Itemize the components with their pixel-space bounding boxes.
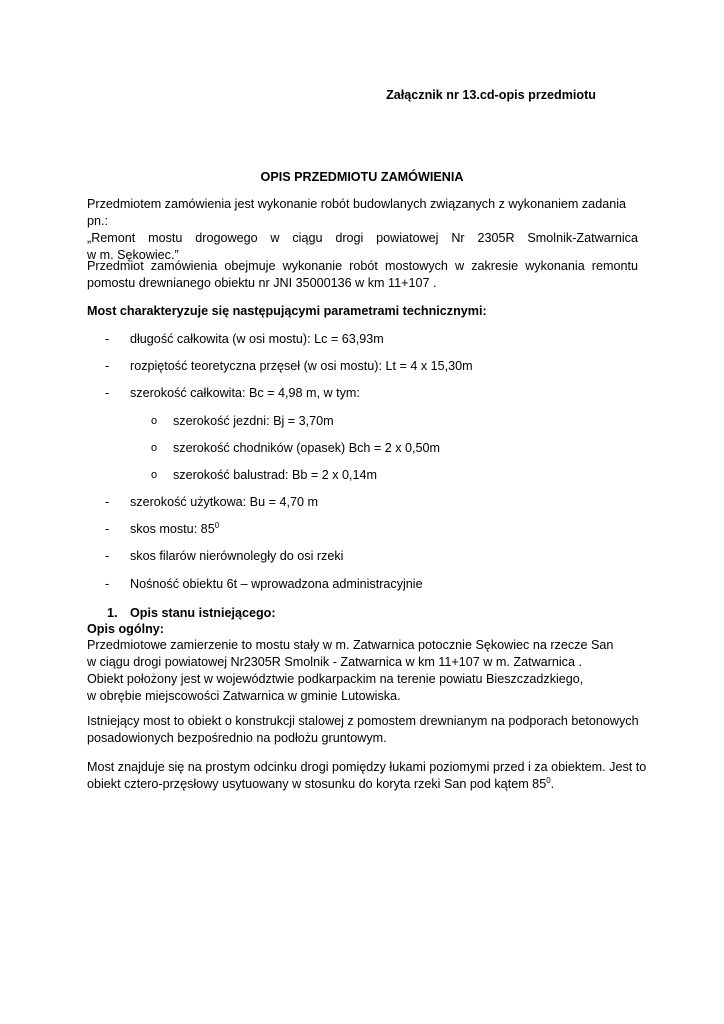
paragraph-line: Istniejący most to obiekt o konstrukcji stalowej z pomostem drewnianym na podporach betonowych <box>87 714 639 728</box>
sub-list-item <box>0 440 724 457</box>
list-item <box>0 331 724 348</box>
intro-line: „Remont mostu drogowego w ciągu drogi powiatowej Nr 2305R Smolnik-Zatwarnica <box>87 231 638 245</box>
dash-bullet: - <box>105 522 110 536</box>
list-item <box>0 385 724 402</box>
list-item <box>0 576 724 593</box>
list-item <box>0 358 724 375</box>
description-line: Obiekt położony jest w województwie podkarpackim na terenie powiatu Bieszczadzkiego, <box>87 672 584 686</box>
section-title: Opis stanu istniejącego: <box>130 606 276 620</box>
list-item-text: Nośność obiektu 6t – wprowadzona administracyjnie <box>130 577 423 591</box>
sub-list-item <box>0 413 724 430</box>
list-item-text: rozpiętość teoretyczna przęseł (w osi mostu): Lt = 4 x 15,30m <box>130 359 473 373</box>
sub-list-item-text: szerokość jezdni: Bj = 3,70m <box>173 414 334 428</box>
intro-paragraph <box>87 196 638 264</box>
dash-bullet: - <box>105 495 110 509</box>
subsection-heading: Opis ogólny: <box>87 622 164 636</box>
parameters-heading: Most charakteryzuje się następującymi parametrami technicznymi: <box>87 304 487 318</box>
location-end: . <box>550 777 555 791</box>
scope-line: Przedmiot zamówienia obejmuje wykonanie robót mostowych w zakresie wykonania remontu <box>87 259 638 273</box>
degree-mark: 0 <box>214 520 220 530</box>
scope-paragraph <box>87 258 638 292</box>
list-item-text <box>130 521 219 538</box>
intro-line: w m. Sękowiec.” <box>87 248 179 262</box>
location-text: obiekt cztero-przęsłowy usytuowany w stosunku do koryta rzeki San pod kątem 85 <box>87 777 547 791</box>
list-item-text: szerokość całkowita: Bc = 4,98 m, w tym: <box>130 386 360 400</box>
circle-bullet: o <box>151 469 158 481</box>
paragraph-line: posadowionych bezpośrednio na podłożu gruntowym. <box>87 731 387 745</box>
dash-bullet: - <box>105 386 110 400</box>
description-line: w ciągu drogi powiatowej Nr2305R Smolnik - Zatwarnica w km 11+107 w m. Zatwarnica . <box>87 655 582 669</box>
circle-bullet: o <box>151 442 158 454</box>
list-item <box>0 548 724 565</box>
description-line: Przedmiotowe zamierzenie to mostu stały w m. Zatwarnica potocznie Sękowiec na rzecze San <box>87 638 614 652</box>
paragraph-line <box>87 776 647 793</box>
list-item <box>0 521 724 538</box>
section-heading <box>107 605 276 622</box>
sub-list-item-text: szerokość balustrad: Bb = 2 x 0,14m <box>173 468 378 482</box>
sub-list-item <box>0 467 724 484</box>
paragraph-line: Most znajduje się na prostym odcinku drogi pomiędzy łukami poziomymi przed i za obiektem. Jest to <box>87 760 647 774</box>
attachment-label: Załącznik nr 13.cd-opis przedmiotu <box>386 88 596 102</box>
description-line: w obrębie miejscowości Zatwarnica w gminie Lutowiska. <box>87 689 401 703</box>
list-item-text: szerokość użytkowa: Bu = 4,70 m <box>130 495 318 509</box>
section-number: 1. <box>107 606 118 620</box>
dash-bullet: - <box>105 549 110 563</box>
existing-bridge-paragraph <box>87 713 647 747</box>
location-paragraph <box>87 759 647 793</box>
scope-line: pomostu drewnianego obiektu nr JNI 35000136 w km 11+107 . <box>87 276 437 290</box>
list-item-text: długość całkowita (w osi mostu): Lc = 63,93m <box>130 332 384 346</box>
skew-text: skos mostu: 85 <box>130 522 215 536</box>
list-item <box>0 494 724 511</box>
document-title: OPIS PRZEDMIOTU ZAMÓWIENIA <box>260 170 464 184</box>
dash-bullet: - <box>105 359 110 373</box>
sub-list-item-text: szerokość chodników (opasek) Bch = 2 x 0,50m <box>173 441 441 455</box>
dash-bullet: - <box>105 577 110 591</box>
circle-bullet: o <box>151 415 158 427</box>
list-item-text: skos filarów nierównoległy do osi rzeki <box>130 549 344 563</box>
dash-bullet: - <box>105 332 110 346</box>
degree-mark: 0 <box>546 775 551 785</box>
intro-line: Przedmiotem zamówienia jest wykonanie robót budowlanych związanych z wykonaniem zadania pn.: <box>87 197 627 228</box>
description-paragraph <box>87 637 647 705</box>
